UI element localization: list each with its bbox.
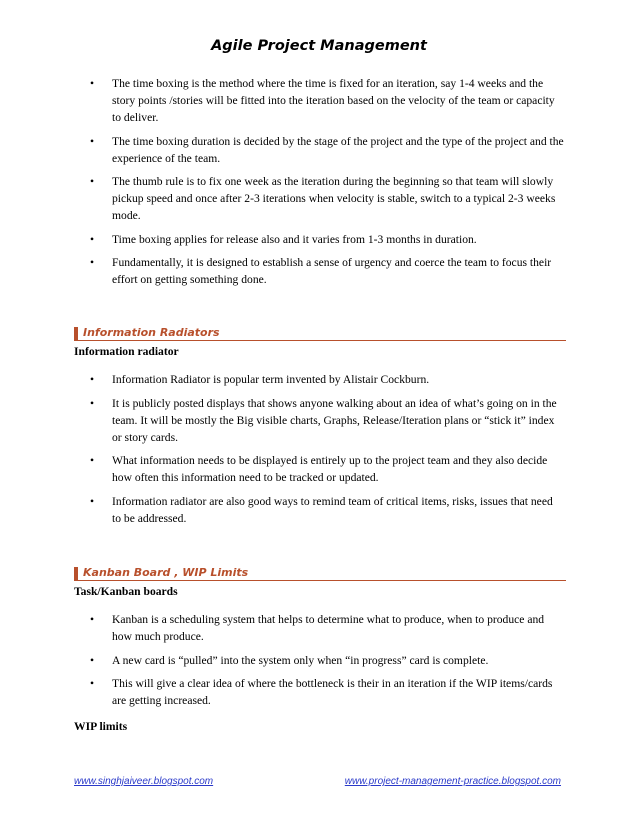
list-item: • This will give a clear idea of where the bottleneck is their in an iteration if the WIP items/cards are getting increased. <box>90 677 553 707</box>
kanban-bullet-list <box>0 611 638 716</box>
list-item: • What information needs to be displayed is entirely up to the project team and they also decide how often this information need to be tracked or updated. <box>90 454 548 484</box>
section-heading-information-radiators <box>74 326 566 341</box>
document-title: Agile Project Management <box>211 38 427 54</box>
list-item: • Fundamentally, it is designed to establish a sense of urgency and coerce the team to focus their effort on getting something done. <box>90 256 552 286</box>
bullet-icon: • <box>90 613 95 626</box>
subheading-information-radiator: Information radiator <box>74 345 179 358</box>
bullet-icon: • <box>90 677 95 690</box>
bullet-icon: • <box>90 653 95 667</box>
bullet-icon: • <box>90 232 95 246</box>
section-marker <box>74 567 78 581</box>
bullet-icon: • <box>90 175 95 188</box>
section-heading-label: Kanban Board , WIP Limits <box>83 566 249 579</box>
section-heading-kanban-board <box>74 566 566 581</box>
list-item: • The time boxing duration is decided by the stage of the project and the type of the project and the experience of the team. <box>90 134 564 165</box>
section-heading-label: Information Radiators <box>83 326 220 339</box>
section-marker <box>74 327 78 341</box>
information-radiator-bullet-list <box>0 371 638 533</box>
bullet-icon: • <box>90 134 95 148</box>
subheading-task-kanban-boards: Task/Kanban boards <box>74 585 178 598</box>
list-item: • Kanban is a scheduling system that helps to determine what to produce, when to produce and how much produce. <box>90 613 545 643</box>
list-item: • The thumb rule is to fix one week as the iteration during the beginning so that team will slowly pickup speed and once after 2-3 iterations when velocity is stable, switch to a typical 2-3 weeks mode. <box>90 175 556 222</box>
bullet-icon: • <box>90 256 95 269</box>
footer-link-singhjaiveer[interactable]: www.singhjaiveer.blogspot.com <box>74 776 214 787</box>
list-item: • The time boxing is the method where the time is fixed for an iteration, say 1-4 weeks and the story points /stories will be fitted into the iteration based on the velocity of the team or capacity to deliver. <box>90 77 555 124</box>
list-item: • Information radiator are also good ways to remind team of critical items, risks, issues that need to be addressed. <box>90 494 553 525</box>
bullet-icon: • <box>90 494 95 508</box>
footer-link-project-management-practice[interactable]: www.project-management-practice.blogspot.com <box>344 776 561 787</box>
bullet-icon: • <box>90 454 95 467</box>
subheading-wip-limits: WIP limits <box>74 720 128 733</box>
intro-bullet-list <box>0 75 638 295</box>
bullet-icon: • <box>90 77 95 90</box>
list-item: • It is publicly posted displays that shows anyone walking about an idea of what’s going on in the team. It will be mostly the Big visible charts, Graphs, Release/Iteration plans or “stick it” index or story cards. <box>90 396 557 444</box>
list-item: • A new card is “pulled” into the system only when “in progress” card is complete. <box>90 653 489 667</box>
bullet-icon: • <box>90 396 95 410</box>
bullet-icon: • <box>90 373 95 386</box>
list-item: • Time boxing applies for release also and it varies from 1-3 months in duration. <box>90 232 477 246</box>
list-item: • Information Radiator is popular term invented by Alistair Cockburn. <box>90 373 430 386</box>
